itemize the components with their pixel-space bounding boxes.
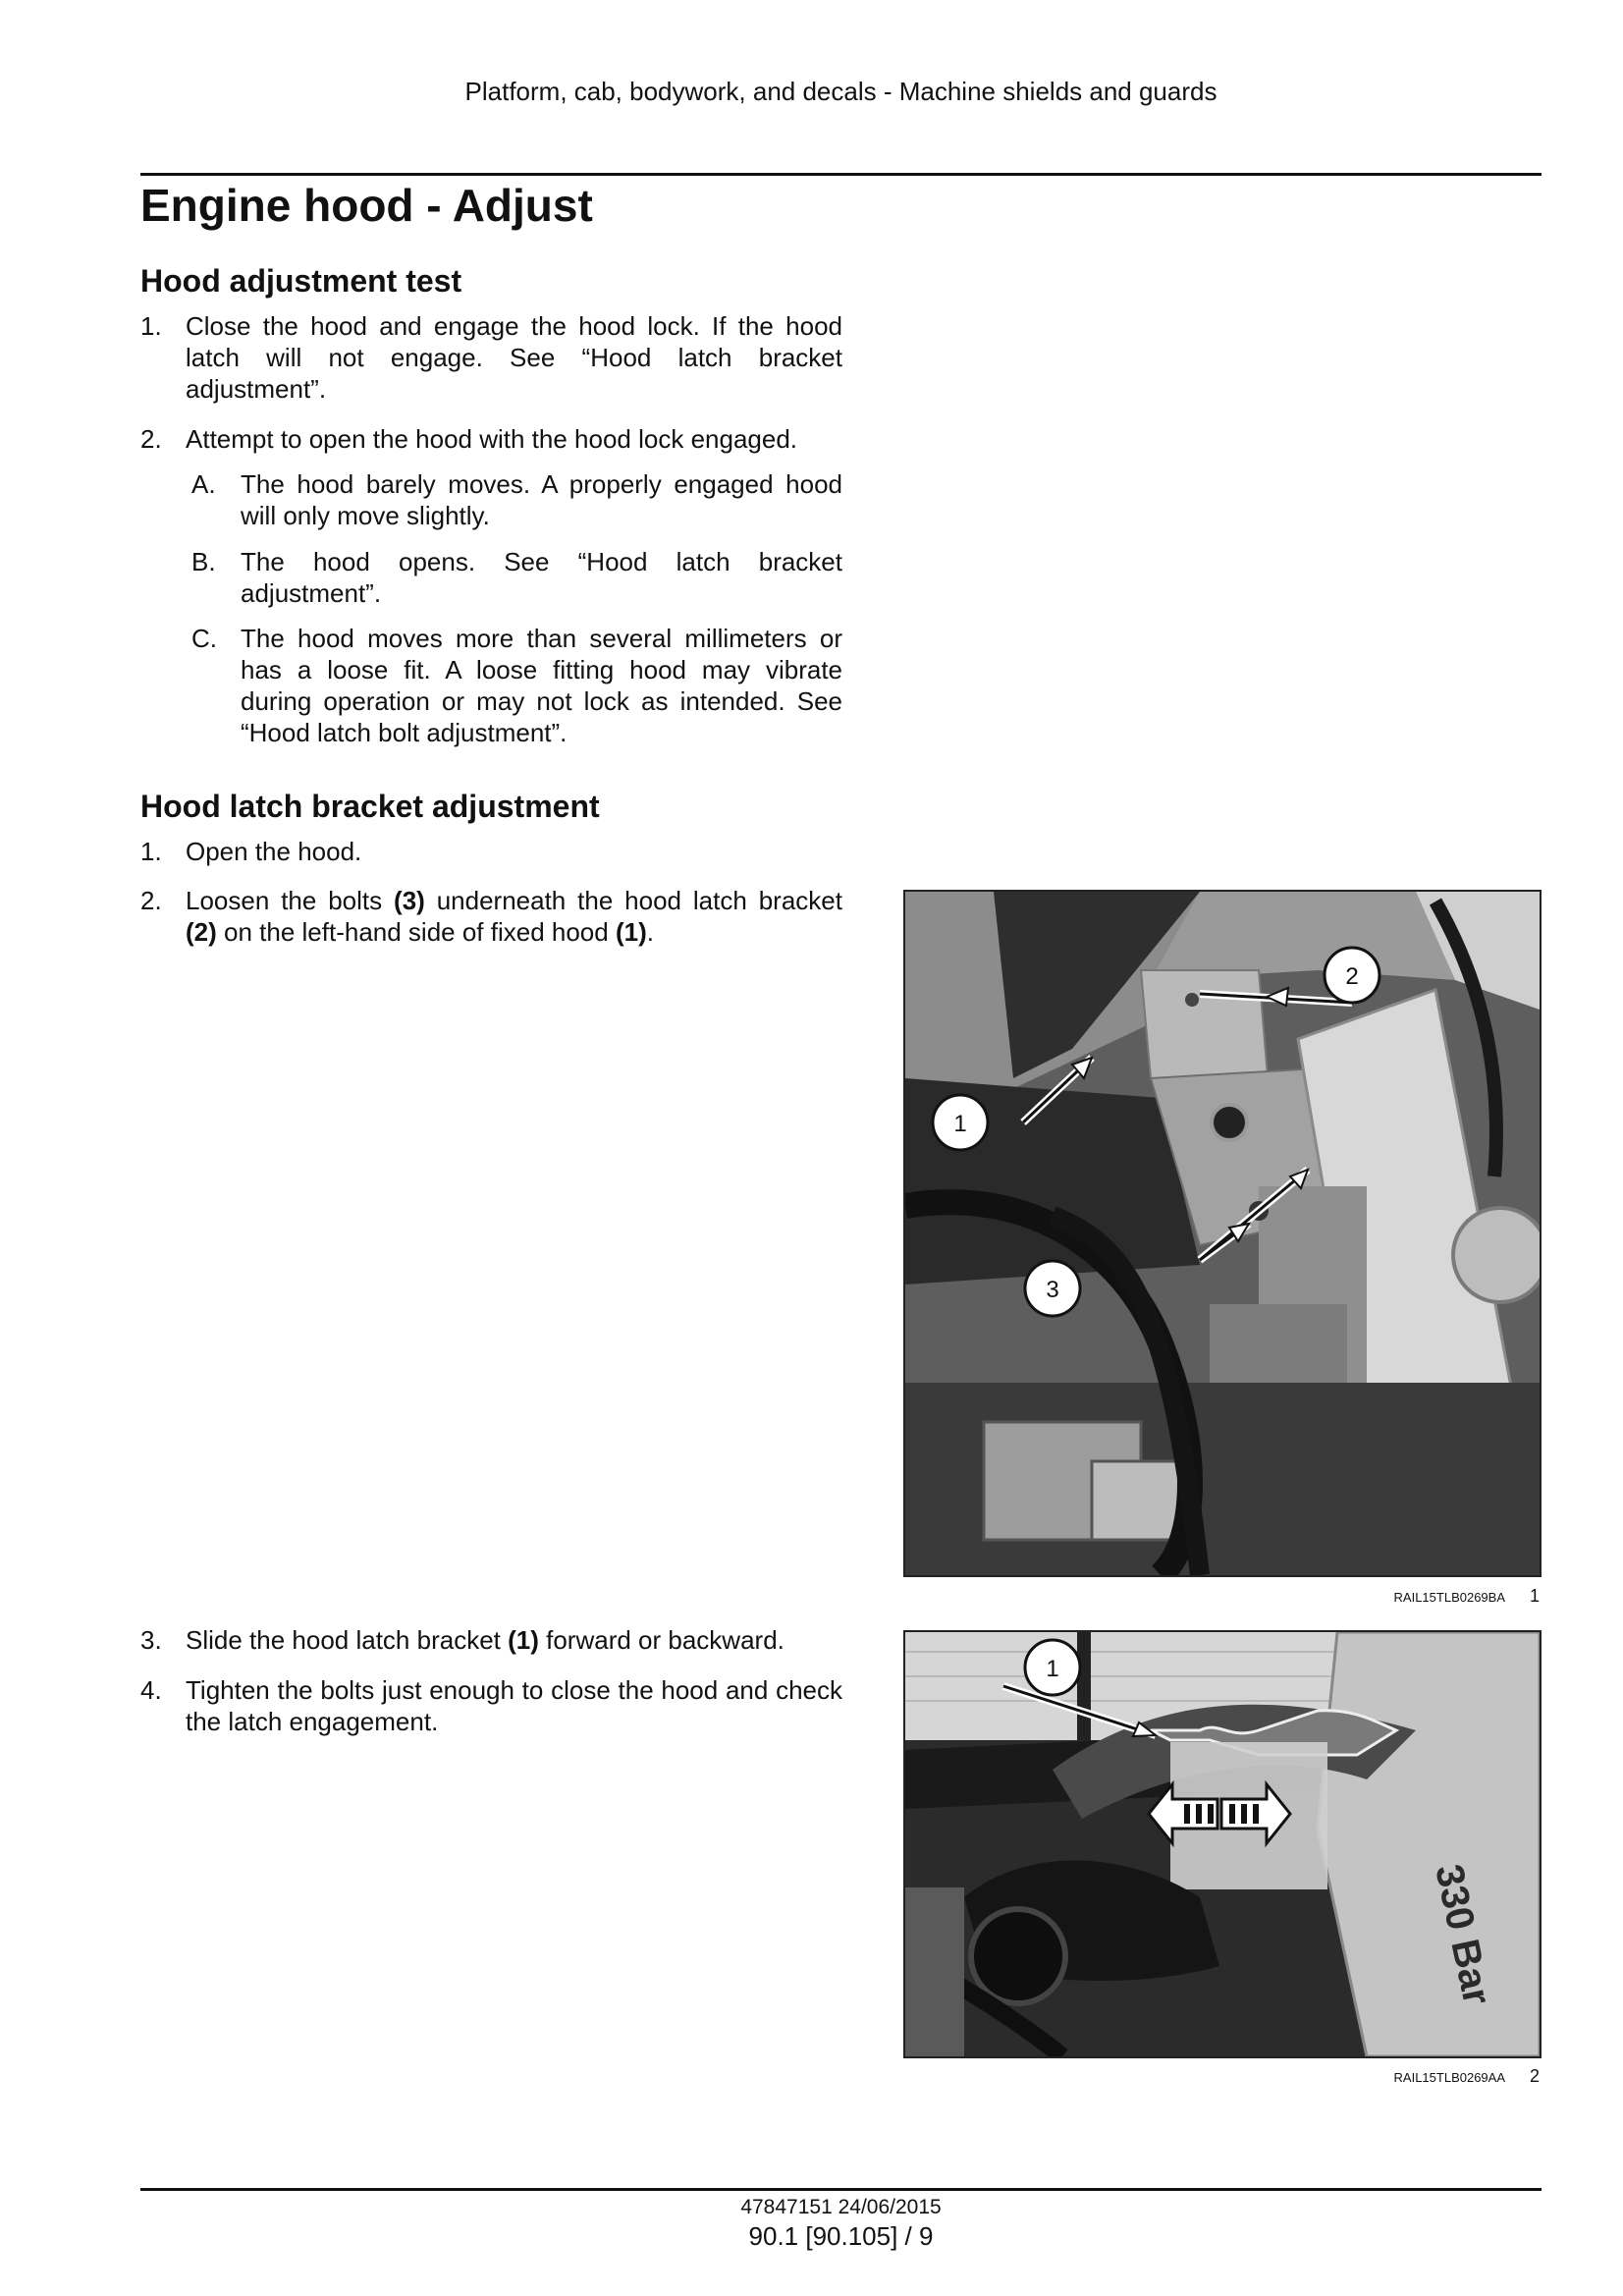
bracket-step-4 — [140, 1674, 842, 1737]
ref-bolts: (3) — [394, 886, 425, 915]
callout-1: 1 — [953, 1111, 967, 1137]
text-run: Slide the hood latch bracket — [186, 1625, 509, 1655]
test-substep-c — [191, 623, 842, 748]
running-header: Platform, cab, bodywork, and decals - Machine shields and guards — [464, 77, 1217, 106]
callout-1: 1 — [1046, 1656, 1059, 1682]
step-number: 2. — [140, 886, 162, 915]
callout-3: 3 — [1046, 1277, 1059, 1303]
decal-text: 330 Bar — [1427, 1860, 1499, 2009]
step-number: 1. — [140, 311, 162, 341]
footer-doc-id: 47847151 24/06/2015 — [740, 2196, 942, 2218]
section-heading-bracket-adjustment: Hood latch bracket adjustment — [140, 789, 600, 824]
ref-bracket: (2) — [186, 917, 217, 947]
step-text — [186, 1624, 842, 1656]
bracket-step-2 — [140, 885, 842, 948]
step-number: 4. — [140, 1675, 162, 1705]
substep-text: The hood opens. See “Hood latch bracket adjustment”. — [241, 547, 842, 608]
figure-1-illustration — [905, 892, 1540, 1575]
step-text: Attempt to open the hood with the hood lock engaged. — [186, 424, 798, 454]
header-rule — [140, 173, 1542, 176]
text-run: Loosen the bolts — [186, 886, 395, 915]
callout-2: 2 — [1345, 963, 1359, 990]
substep-letter: C. — [191, 624, 217, 653]
ref-fixed-hood: (1) — [615, 917, 647, 947]
ref-bracket: (1) — [508, 1625, 539, 1655]
substep-text: The hood barely moves. A properly engaged hood will only move slightly. — [241, 469, 842, 530]
substep-text: The hood moves more than several millimeters or has a loose fit. A loose fitting hood may vibrate during operation or may not lock as intended. See “Hood latch bolt adjustment”. — [241, 624, 842, 747]
section-heading-adjustment-test: Hood adjustment test — [140, 263, 462, 299]
step-number: 1. — [140, 837, 162, 866]
figure-1-number: 1 — [1529, 1586, 1540, 1606]
figure-2-number: 2 — [1529, 2066, 1540, 2086]
substep-letter: A. — [191, 469, 216, 499]
step-text — [186, 885, 842, 948]
substep-letter: B. — [191, 547, 216, 576]
test-substep-a — [191, 468, 842, 531]
text-run: forward or backward. — [538, 1625, 784, 1655]
test-substep-b — [191, 546, 842, 609]
test-step-2 — [140, 423, 842, 455]
figure-2-illustration — [905, 1632, 1540, 2056]
figure-2-photo — [903, 1630, 1542, 2058]
step-number: 2. — [140, 424, 162, 454]
bracket-step-1 — [140, 836, 842, 867]
footer-page-ref: 90.1 [90.105] / 9 — [748, 2221, 934, 2251]
step-number: 3. — [140, 1625, 162, 1655]
step-text: Open the hood. — [186, 837, 362, 866]
text-run: underneath the hood latch bracket — [424, 886, 842, 915]
text-run: . — [646, 917, 654, 947]
figure-1-photo — [903, 890, 1542, 1577]
footer-rule — [140, 2188, 1542, 2191]
test-step-1 — [140, 310, 842, 405]
figure-1-code: RAIL15TLB0269BA — [1393, 1590, 1505, 1605]
page-title: Engine hood - Adjust — [140, 180, 593, 231]
step-text: Tighten the bolts just enough to close the hood and check the latch engagement. — [186, 1675, 842, 1736]
figure-2-code: RAIL15TLB0269AA — [1393, 2070, 1505, 2085]
bracket-step-3 — [140, 1624, 842, 1656]
step-text: Close the hood and engage the hood lock. If the hood latch will not engage. See “Hood latch bracket adjustment”. — [186, 311, 842, 404]
text-run: on the left-hand side of fixed hood — [216, 917, 616, 947]
